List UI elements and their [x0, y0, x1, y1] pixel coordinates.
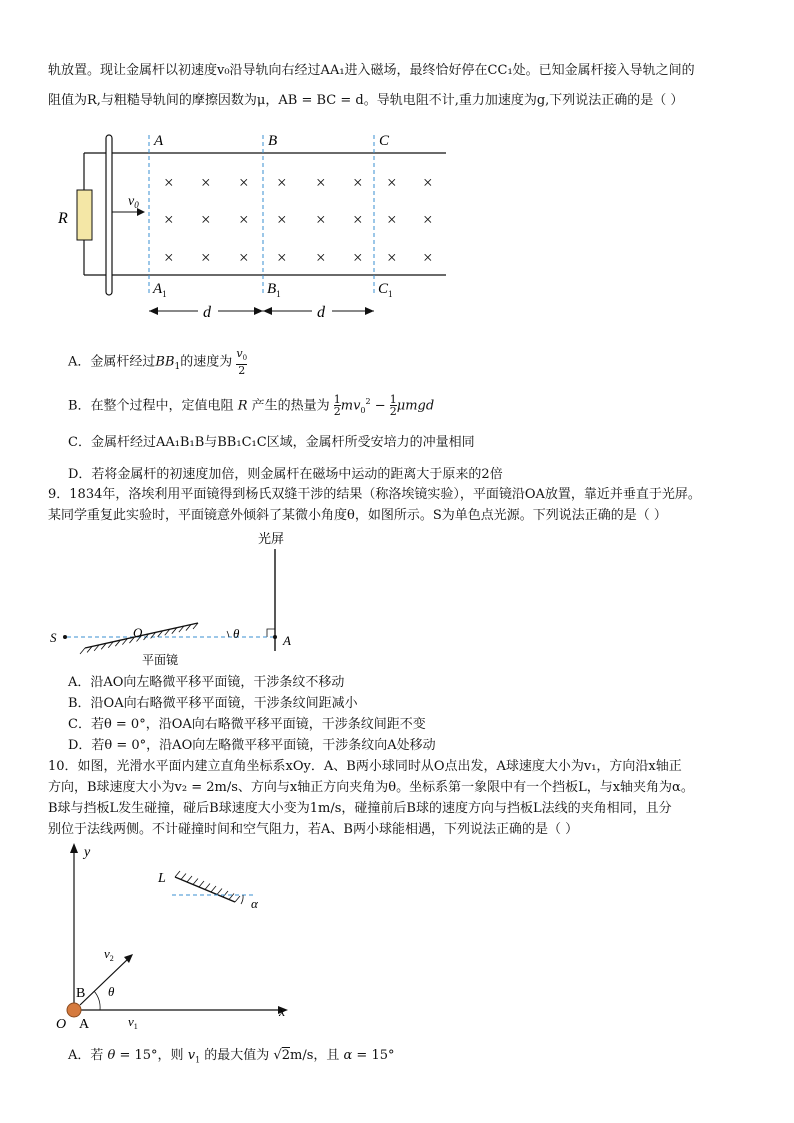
label-C: C — [379, 133, 390, 149]
label-A: A — [283, 633, 291, 648]
q10-line1: 10．如图，光滑水平面内建立直角坐标系xOy．A、B两小球同时从O点出发，A球速度大小为v₁，方向沿x轴正 — [48, 759, 682, 774]
field-cross: × — [239, 248, 249, 267]
q8-intro-line2: 阻值为R,与粗糙导轨间的摩擦因数为μ，AB = BC = d。导轨电阻不计,重力加速度为g,下列说法正确的是（ ） — [48, 93, 684, 108]
q10-line2: 方向，B球速度大小为v₂ = 2m/s、方向与x轴正方向夹角为θ。坐标系第一象限中有一个挡板L，与x轴夹角为α。 — [48, 780, 694, 795]
label-C1: $C_1$ — [378, 281, 393, 299]
field-cross: × — [277, 173, 287, 192]
label-A1: $A_1$ — [153, 281, 167, 299]
q8-option-D: D．若将金属杆的初速度加倍，则金属杆在磁场中运动的距离大于原来的2倍 — [68, 467, 503, 482]
field-cross: × — [201, 210, 211, 229]
label-A: A — [154, 133, 164, 149]
field-cross: × — [316, 173, 326, 192]
field-cross: × — [201, 248, 211, 267]
field-cross: × — [164, 173, 174, 192]
field-cross: × — [164, 248, 174, 267]
label-screen: 光屏 — [258, 531, 285, 546]
magnetic-field-crosses — [164, 173, 433, 267]
field-cross: × — [201, 173, 211, 192]
label-L: L — [158, 871, 166, 886]
field-cross: × — [387, 173, 397, 192]
field-cross: × — [277, 210, 287, 229]
field-cross: × — [387, 210, 397, 229]
label-v2: $v_2$ — [104, 946, 114, 963]
label-x: x — [279, 1005, 286, 1020]
q9-option-C: C．若θ = 0°，沿OA向右略微平移平面镜，干涉条纹间距不变 — [68, 717, 426, 732]
q8-option-A: A．金属杆经过$BB_1$的速度为 $v_0$ 2 — [68, 347, 248, 378]
q10-line4: 别位于法线两侧。不计碰撞时间和空气阻力，若A、B两小球能相遇，下列说法正确的是（ ） — [48, 822, 579, 837]
label-S: S — [50, 630, 57, 645]
field-cross: × — [277, 248, 287, 267]
field-cross: × — [353, 173, 363, 192]
v2-arrow — [80, 958, 129, 1005]
field-cross: × — [316, 248, 326, 267]
field-cross: × — [316, 210, 326, 229]
label-d2: d — [317, 304, 325, 321]
source-S — [63, 635, 67, 639]
q8-intro-line1: 轨放置。现让金属杆以初速度v₀沿导轨向右经过AA₁进入磁场，最终恰好停在CC₁处。已知金属杆接入导轨之间的 — [48, 63, 695, 78]
q9-option-D: D．若θ = 0°，沿AO向左略微平移平面镜，干涉条纹向A处移动 — [68, 738, 436, 753]
q8-option-C: C．金属杆经过AA₁B₁B与BB₁C₁C区域，金属杆所受安培力的冲量相同 — [68, 435, 475, 450]
q9-option-B: B．沿OA向右略微平移平面镜，干涉条纹间距减小 — [68, 696, 358, 711]
field-cross: × — [164, 210, 174, 229]
q9-option-A: A．沿AO向左略微平移平面镜，干涉条纹不移动 — [68, 675, 345, 690]
label-mirror: 平面镜 — [142, 653, 179, 667]
label-B: B — [268, 133, 278, 149]
q9-figure — [45, 527, 315, 669]
field-cross: × — [423, 173, 433, 192]
label-O: O — [133, 625, 143, 640]
label-B: B — [76, 986, 86, 1001]
resistor — [77, 190, 92, 240]
field-cross: × — [423, 210, 433, 229]
field-cross: × — [239, 210, 249, 229]
q10-option-A: A．若 θ = 15°，则 $v_1$ 的最大值为 √2m/s，且 α = 15° — [68, 1048, 395, 1065]
label-theta: θ — [108, 984, 115, 999]
q8-option-B: B．在整个过程中，定值电阻 R 产生的热量为 1 2 $mv_0^2 - 1$ 2 μmgd — [68, 393, 435, 419]
label-v0: $v_0$ — [128, 194, 139, 210]
field-cross: × — [423, 248, 433, 267]
field-cross: × — [353, 210, 363, 229]
label-A: A — [79, 1017, 90, 1032]
q10-figure — [48, 840, 298, 1038]
q8-figure — [50, 125, 470, 330]
label-R: R — [58, 210, 68, 227]
label-O: O — [56, 1017, 67, 1032]
label-d1: d — [203, 304, 211, 321]
label-y: y — [84, 845, 91, 860]
label-theta: θ — [233, 626, 240, 641]
point-A — [273, 635, 277, 639]
ball-A-B — [67, 1003, 81, 1017]
q10-line3: B球与挡板L发生碰撞，碰后B球速度大小变为1m/s，碰撞前后B球的速度方向与挡板L法线的夹角相同，且分 — [48, 801, 672, 816]
field-cross: × — [239, 173, 249, 192]
field-cross: × — [353, 248, 363, 267]
field-cross: × — [387, 248, 397, 267]
metal-rod — [106, 135, 112, 295]
label-v1: $v_1$ — [128, 1014, 138, 1031]
label-alpha: α — [251, 896, 258, 911]
label-B1: $B_1$ — [267, 281, 281, 299]
q9-line1: 9．1834年，洛埃利用平面镜得到杨氏双缝干涉的结果（称洛埃镜实验），平面镜沿OA放置，靠近并垂直于光屏。 — [48, 487, 701, 502]
q9-line2: 某同学重复此实验时，平面镜意外倾斜了某微小角度θ，如图所示。S为单色点光源。下列说法正确的是（ ） — [48, 508, 667, 523]
